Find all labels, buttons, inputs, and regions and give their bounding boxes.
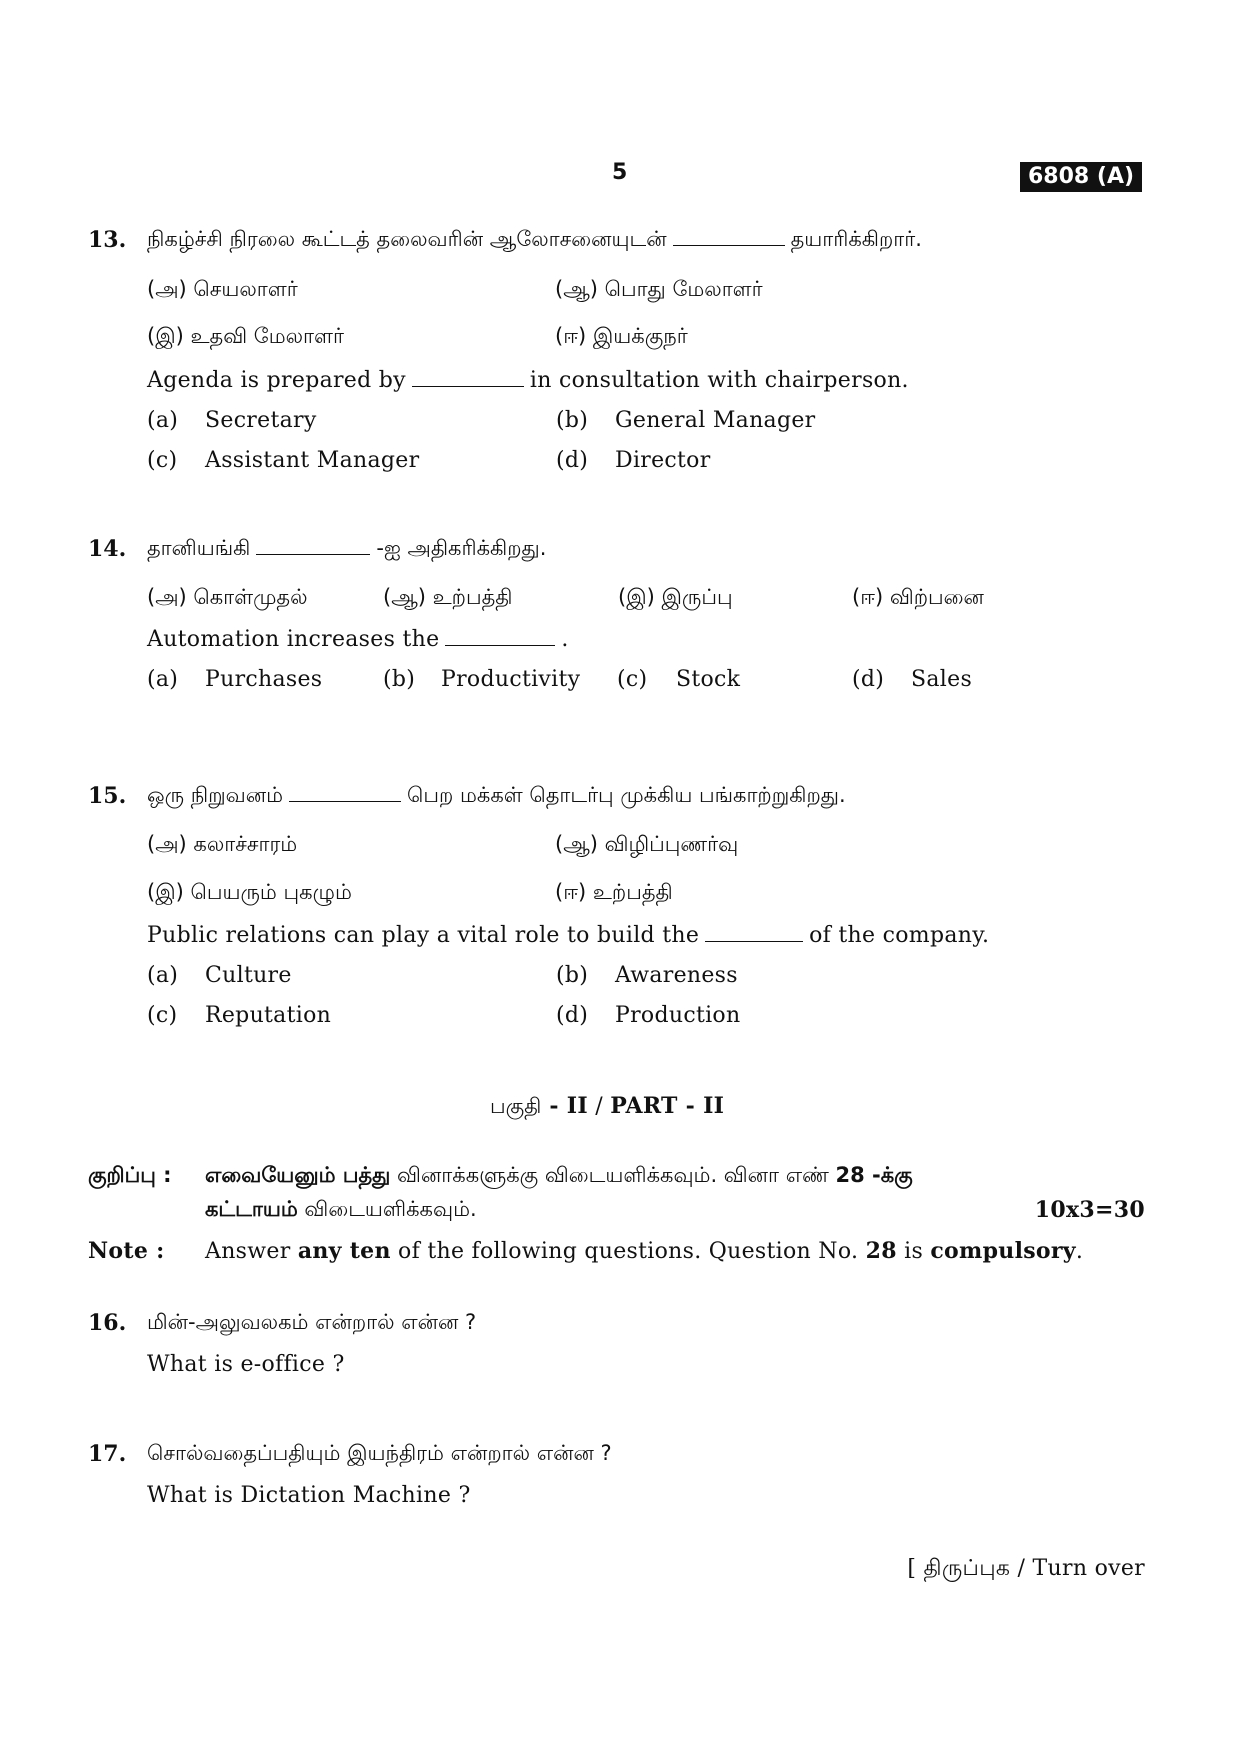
note-emphasis: எவையேனும் பத்து	[205, 1163, 391, 1187]
english-option: Production	[615, 1003, 741, 1028]
english-option: Secretary	[205, 408, 317, 433]
english-option: Director	[615, 448, 711, 473]
english-option: Culture	[205, 963, 292, 988]
part-heading-slash: /	[587, 1094, 611, 1119]
question-text-english: What is e-office ?	[147, 1352, 345, 1377]
question-text-english	[147, 627, 569, 652]
answer-blank	[705, 940, 803, 942]
note-text-part: is	[896, 1239, 931, 1264]
option-label: (b)	[556, 963, 589, 988]
question-text-part: .	[561, 627, 569, 652]
option-label: (c)	[617, 667, 648, 692]
tamil-option: (ஈ) விற்பனை	[852, 585, 984, 609]
english-option: Awareness	[615, 963, 738, 988]
tamil-option: (அ) கலாச்சாரம்	[147, 832, 298, 856]
paper-code-badge: 6808 (A)	[1020, 162, 1142, 192]
question-text-tamil: மின்-அலுவலகம் என்றால் என்ன ?	[147, 1310, 477, 1334]
question-number: 15.	[88, 783, 127, 809]
option-label: (a)	[147, 667, 179, 692]
note-emphasis: any ten	[297, 1238, 391, 1264]
question-text-part: of the company.	[809, 923, 990, 948]
answer-blank	[256, 553, 370, 555]
question-text-part: தானியங்கி	[147, 536, 251, 560]
english-option: Productivity	[441, 667, 581, 692]
answer-blank	[445, 644, 555, 646]
option-label: (c)	[147, 448, 178, 473]
note-text-tamil-line2	[205, 1197, 477, 1224]
question-number: 17.	[88, 1441, 127, 1467]
option-label: (d)	[556, 448, 589, 473]
question-text-tamil	[147, 536, 546, 563]
english-option: General Manager	[615, 408, 816, 433]
question-text-english	[147, 368, 909, 393]
note-text-part: of the following questions. Question No.	[390, 1239, 866, 1264]
question-text-part: Agenda is prepared by	[147, 368, 406, 393]
english-option: Reputation	[205, 1003, 332, 1028]
english-option: Stock	[676, 667, 741, 692]
question-text-tamil	[147, 783, 846, 810]
question-text-tamil	[147, 227, 922, 254]
question-text-part: Automation increases the	[147, 627, 440, 652]
marks-scheme: 10x3=30	[1034, 1197, 1145, 1223]
tamil-option: (இ) இருப்பு	[618, 585, 733, 609]
tamil-option: (ஆ) பொது மேலாளர்	[555, 277, 763, 301]
note-text-english	[205, 1238, 1083, 1264]
tamil-option: (ஈ) உற்பத்தி	[555, 880, 673, 904]
part-heading	[490, 1093, 724, 1121]
question-text-english: What is Dictation Machine ?	[147, 1483, 471, 1508]
english-option: Sales	[911, 667, 973, 692]
note-label-english: Note :	[88, 1238, 165, 1264]
note-text-part: Answer	[205, 1239, 298, 1264]
note-emphasis: 28 -க்கு	[835, 1163, 913, 1187]
part-heading-tamil: பகுதி	[490, 1094, 542, 1118]
english-option: Assistant Manager	[205, 448, 420, 473]
question-text-part: ஒரு நிறுவனம்	[147, 783, 284, 807]
answer-blank	[673, 244, 785, 246]
page-number: 5	[612, 160, 628, 185]
note-emphasis: கட்டாயம்	[205, 1197, 298, 1221]
question-number: 14.	[88, 536, 127, 562]
option-label: (b)	[556, 408, 589, 433]
turn-over-footer: [ திருப்புக / Turn over	[907, 1556, 1145, 1581]
question-text-part: பெற மக்கள் தொடர்பு முக்கிய பங்காற்றுகிறது.	[407, 783, 846, 807]
option-label: (a)	[147, 963, 179, 988]
note-text-part: விடையளிக்கவும்.	[297, 1197, 477, 1221]
question-text-part: Public relations can play a vital role to build the	[147, 923, 700, 948]
note-emphasis: 28	[865, 1238, 897, 1264]
option-label: (d)	[852, 667, 885, 692]
question-text-english	[147, 923, 989, 948]
question-text-part: -ஐ அதிகரிக்கிறது.	[376, 536, 547, 560]
part-heading-roman: II	[566, 1093, 588, 1119]
part-heading-separator: -	[541, 1093, 567, 1119]
question-text-part: நிகழ்ச்சி நிரலை கூட்டத் தலைவரின் ஆலோசனையுடன்	[147, 227, 667, 251]
part-heading-english: PART - II	[610, 1093, 725, 1119]
tamil-option: (அ) கொள்முதல்	[147, 585, 308, 609]
question-text-part: in consultation with chairperson.	[529, 368, 909, 393]
tamil-option: (இ) உதவி மேலாளர்	[147, 324, 344, 348]
question-text-tamil: சொல்வதைப்பதியும் இயந்திரம் என்றால் என்ன ?	[147, 1441, 612, 1465]
note-label-tamil: குறிப்பு :	[88, 1163, 172, 1187]
question-number: 16.	[88, 1310, 127, 1336]
answer-blank	[412, 385, 524, 387]
option-label: (a)	[147, 408, 179, 433]
tamil-option: (ஈ) இயக்குநர்	[555, 324, 688, 348]
answer-blank	[289, 800, 401, 802]
note-emphasis: compulsory	[930, 1238, 1076, 1264]
tamil-option: (ஆ) விழிப்புணர்வு	[555, 832, 739, 856]
option-label: (c)	[147, 1003, 178, 1028]
tamil-option: (ஆ) உற்பத்தி	[383, 585, 513, 609]
question-number: 13.	[88, 227, 127, 253]
option-label: (b)	[383, 667, 416, 692]
tamil-option: (இ) பெயரும் புகழும்	[147, 880, 352, 904]
note-text-part: வினாக்களுக்கு விடையளிக்கவும். வினா எண்	[390, 1163, 836, 1187]
option-label: (d)	[556, 1003, 589, 1028]
question-text-part: தயாரிக்கிறார்.	[790, 227, 922, 251]
note-text-tamil	[205, 1163, 913, 1190]
english-option: Purchases	[205, 667, 323, 692]
tamil-option: (அ) செயலாளர்	[147, 277, 298, 301]
note-text-part: .	[1075, 1239, 1084, 1264]
